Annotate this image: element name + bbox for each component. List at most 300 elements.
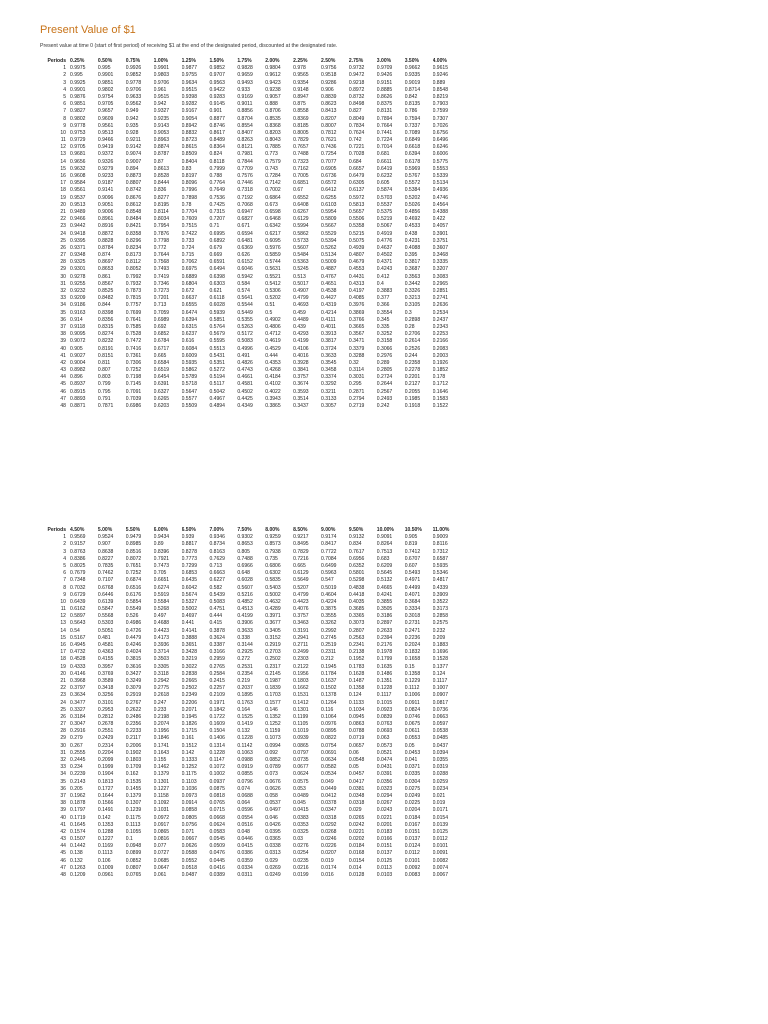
- value-cell: 0.2665: [181, 677, 197, 684]
- value-cell: 0.5939: [209, 309, 225, 316]
- value-cell: 0.9174: [321, 534, 337, 541]
- value-cell: 0.3888: [181, 634, 197, 641]
- value-cell: 0.6864: [265, 194, 281, 201]
- value-cell: 0.2037: [237, 685, 253, 692]
- value-cell: 0.0128: [348, 872, 365, 878]
- value-cell: 0.6474: [181, 309, 197, 316]
- value-cell: 0.3471: [348, 338, 365, 345]
- value-cell: 0.1227: [153, 785, 170, 792]
- value-cell: 0.4799: [293, 591, 309, 598]
- value-cell: 0.3651: [181, 642, 197, 648]
- value-cell: 0.2767: [125, 699, 142, 706]
- value-cell: 0.9852: [125, 72, 142, 79]
- period-cell: 17: [60, 649, 66, 656]
- value-cell: 0.3365: [348, 613, 365, 620]
- value-cell: 0.4907: [293, 288, 309, 294]
- value-cell: 0.7005: [293, 173, 309, 179]
- value-cell: 0.2356: [125, 721, 142, 728]
- value-cell: 0.5718: [181, 381, 197, 388]
- value-cell: 0.1: [125, 836, 133, 843]
- value-cell: 0.3418: [97, 685, 114, 692]
- value-cell: 0.6874: [125, 577, 142, 584]
- value-cell: 0.7207: [209, 216, 225, 223]
- value-cell: 0.8131: [376, 108, 393, 115]
- value-cell: 0.9877: [181, 65, 197, 72]
- value-cell: 0.9143: [153, 122, 170, 129]
- value-cell: 0.0634: [321, 757, 337, 763]
- value-cell: 0.4431: [348, 273, 365, 280]
- value-cell: 0.1352: [265, 713, 281, 720]
- value-cell: 0.3901: [432, 230, 449, 237]
- value-cell: 0.132: [237, 728, 250, 735]
- value-cell: 0.9282: [181, 101, 197, 108]
- value-cell: 0.4679: [348, 259, 365, 266]
- value-cell: 0.1609: [209, 721, 225, 728]
- value-cell: 0.995: [70, 72, 83, 79]
- value-cell: 0.4637: [376, 244, 393, 251]
- value-cell: 0.7992: [125, 273, 142, 280]
- period-cell: 26: [60, 244, 66, 251]
- value-cell: 0.54: [70, 627, 80, 634]
- value-cell: 0.3554: [376, 309, 393, 316]
- value-cell: 0.164: [237, 706, 250, 713]
- value-cell: 0.8828: [97, 237, 114, 244]
- value-cell: 0.2567: [376, 388, 393, 395]
- value-cell: 0.4427: [321, 295, 337, 302]
- value-cell: 0.1952: [348, 656, 365, 663]
- value-cell: 0.1113: [97, 850, 113, 857]
- value-cell: 0.3118: [153, 670, 169, 677]
- value-cell: 0.2253: [432, 331, 449, 338]
- value-cell: 0.6496: [432, 137, 449, 144]
- value-cell: 0.8173: [125, 252, 142, 259]
- value-cell: 0.3073: [348, 620, 365, 627]
- period-cell: 15: [60, 165, 66, 172]
- value-cell: 0.9778: [70, 122, 86, 129]
- value-cell: 0.692: [153, 323, 167, 330]
- period-cell: 23: [60, 223, 66, 230]
- value-cell: 0.4022: [265, 388, 281, 395]
- table-row: [40, 786, 460, 793]
- period-cell: 18: [60, 187, 66, 194]
- value-cell: 0.0534: [321, 771, 337, 778]
- value-cell: 0.5134: [321, 252, 337, 259]
- value-cell: 0.3326: [404, 288, 421, 294]
- value-cell: 0.3724: [321, 345, 337, 352]
- table-row: [40, 259, 460, 266]
- value-cell: 0.795: [97, 388, 111, 395]
- value-cell: 0.4339: [432, 584, 449, 591]
- value-cell: 0.5272: [209, 367, 225, 374]
- value-cell: 0.5595: [209, 338, 225, 345]
- rate-header: 3.00%: [376, 58, 392, 64]
- value-cell: 0.2838: [181, 670, 197, 677]
- value-cell: 0.2349: [181, 692, 197, 699]
- value-cell: 0.5897: [70, 613, 86, 620]
- value-cell: 0.819: [404, 541, 418, 548]
- value-cell: 0.905: [70, 345, 83, 352]
- value-cell: 0.8742: [125, 187, 142, 194]
- value-cell: 0.8413: [321, 108, 337, 115]
- value-cell: 0.2898: [404, 316, 421, 323]
- value-cell: 0.7077: [321, 158, 337, 165]
- value-cell: 0.995: [97, 65, 111, 72]
- value-cell: 0.1378: [321, 692, 337, 699]
- value-cell: 0.2358: [404, 359, 421, 366]
- value-cell: 0.7084: [321, 555, 337, 562]
- period-cell: 2: [63, 541, 66, 548]
- period-cell: 34: [60, 302, 66, 309]
- value-cell: 0.811: [97, 359, 111, 366]
- period-cell: 19: [60, 194, 66, 201]
- value-cell: 0.1487: [348, 677, 365, 684]
- value-cell: 0.9442: [70, 223, 86, 230]
- value-cell: 0.4529: [265, 345, 281, 352]
- value-cell: 0.8421: [125, 223, 142, 230]
- value-cell: 0.7536: [209, 194, 225, 201]
- value-cell: 0.1419: [237, 721, 253, 728]
- pv-table-1: [40, 58, 460, 410]
- value-cell: 0.491: [237, 352, 250, 359]
- value-cell: 0.1307: [125, 800, 142, 807]
- table-row: [40, 764, 460, 771]
- value-cell: 0.0125: [432, 828, 449, 835]
- value-cell: 0.0184: [404, 814, 421, 821]
- table-row: [40, 266, 460, 273]
- value-cell: 0.0313: [265, 850, 281, 857]
- table-row: [40, 865, 460, 872]
- value-cell: 0.7709: [237, 165, 253, 172]
- period-cell: 3: [63, 548, 66, 555]
- value-cell: 0.3855: [376, 598, 393, 605]
- value-cell: 0.7815: [125, 295, 142, 302]
- value-cell: 0.9518: [321, 72, 337, 79]
- period-cell: 36: [60, 785, 66, 792]
- value-cell: 0.842: [404, 93, 418, 100]
- value-cell: 0.7629: [209, 555, 225, 562]
- value-cell: 0.5306: [265, 288, 281, 294]
- value-cell: 0.0485: [432, 735, 449, 742]
- value-cell: 0.5067: [376, 223, 393, 230]
- value-cell: 0.5969: [404, 165, 421, 172]
- value-cell: 0.4173: [153, 634, 170, 641]
- value-cell: 0.3387: [209, 642, 225, 648]
- value-cell: 0.1031: [153, 807, 170, 814]
- value-cell: 0.2871: [348, 388, 365, 395]
- value-cell: 0.0267: [376, 800, 393, 807]
- value-cell: 0.8885: [376, 86, 393, 93]
- value-cell: 0.3633: [321, 352, 337, 359]
- value-cell: 0.9255: [70, 280, 86, 287]
- value-cell: 0.2145: [265, 670, 281, 677]
- value-cell: 0.2143: [70, 778, 86, 785]
- value-cell: 0.1117: [376, 692, 392, 699]
- value-cell: 0.2959: [209, 656, 225, 663]
- value-cell: 0.9705: [97, 101, 114, 108]
- value-cell: 0.8832: [181, 129, 197, 136]
- table-row: [40, 331, 460, 338]
- table-row: [40, 367, 460, 374]
- rate-header: 10.50%: [404, 527, 422, 533]
- value-cell: 0.4199: [237, 613, 253, 620]
- value-cell: 0.0663: [432, 713, 449, 720]
- value-cell: 0.1063: [237, 749, 253, 756]
- value-cell: 0.4799: [293, 295, 309, 302]
- value-cell: 0.8554: [237, 122, 253, 129]
- value-cell: 0.4243: [376, 266, 393, 273]
- value-cell: 0.8232: [97, 338, 114, 345]
- value-cell: 0.4388: [432, 208, 449, 215]
- value-cell: 0.8195: [153, 201, 170, 208]
- value-cell: 0.041: [404, 757, 418, 763]
- value-cell: 0.7284: [265, 173, 281, 179]
- value-cell: 0.5355: [237, 316, 253, 323]
- value-cell: 0.6618: [404, 144, 421, 151]
- value-cell: 0.6852: [153, 331, 170, 338]
- value-cell: 0.0807: [125, 864, 142, 871]
- value-cell: 0.1522: [432, 403, 449, 409]
- table-row: [40, 80, 460, 87]
- value-cell: 0.0685: [153, 857, 170, 864]
- value-cell: 0.5167: [70, 634, 86, 641]
- value-cell: 0.0221: [348, 828, 365, 835]
- value-cell: 0.7312: [432, 548, 449, 555]
- value-cell: 0.2711: [293, 642, 309, 648]
- value-cell: 0.3909: [432, 591, 449, 598]
- value-cell: 0.0371: [404, 764, 421, 771]
- value-cell: 0.6657: [348, 165, 365, 172]
- header-row: [40, 527, 460, 534]
- value-cell: 0.5607: [293, 244, 309, 251]
- value-cell: 0.906: [321, 86, 334, 93]
- value-cell: 0.679: [209, 244, 223, 251]
- value-cell: 0.582: [209, 584, 223, 591]
- value-cell: 0.5484: [293, 252, 309, 259]
- value-cell: 0.7704: [181, 208, 197, 215]
- value-cell: 0.0292: [321, 821, 337, 828]
- value-cell: 0.0923: [376, 706, 393, 713]
- value-cell: 0.0348: [348, 792, 365, 799]
- value-cell: 0.0917: [153, 821, 170, 828]
- value-cell: 0.2563: [348, 634, 365, 641]
- value-cell: 0.5339: [432, 173, 449, 179]
- value-cell: 0.8034: [153, 216, 170, 223]
- value-cell: 0.8942: [181, 122, 197, 129]
- value-cell: 0.1703: [265, 692, 281, 699]
- value-cell: 0.1175: [181, 771, 197, 778]
- value-cell: 0.9662: [404, 65, 421, 72]
- value-cell: 0.5733: [293, 237, 309, 244]
- value-cell: 0.8893: [70, 395, 86, 402]
- value-cell: 0.2445: [70, 757, 86, 763]
- period-cell: 41: [60, 352, 66, 359]
- value-cell: 0.6989: [153, 316, 170, 323]
- value-cell: 0.3563: [404, 273, 421, 280]
- period-cell: 14: [60, 158, 66, 165]
- value-cell: 0.942: [125, 115, 139, 122]
- value-cell: 0.0417: [348, 778, 365, 785]
- value-cell: 0.0855: [237, 771, 253, 778]
- value-cell: 0.9019: [404, 79, 421, 86]
- value-cell: 0.1288: [97, 828, 114, 835]
- value-cell: 0.713: [153, 302, 167, 309]
- value-cell: 0.0389: [209, 872, 225, 878]
- table-row: [40, 822, 460, 829]
- value-cell: 0.3751: [432, 237, 449, 244]
- value-cell: 0.8985: [125, 541, 142, 548]
- value-cell: 0.3428: [181, 649, 197, 656]
- table-row: [40, 707, 460, 714]
- value-cell: 0.3634: [70, 692, 86, 699]
- value-cell: 0.1133: [348, 699, 364, 706]
- value-cell: 0.1803: [125, 757, 142, 763]
- value-cell: 0.3186: [376, 613, 393, 620]
- value-cell: 0.4712: [265, 331, 281, 338]
- value-cell: 0.4838: [348, 584, 365, 591]
- value-cell: 0.5809: [321, 216, 337, 223]
- value-cell: 0.3437: [293, 403, 309, 409]
- value-cell: 0.0973: [181, 792, 197, 799]
- value-cell: 0.9027: [70, 352, 86, 359]
- value-cell: 0.3458: [321, 367, 337, 374]
- value-cell: 0.0083: [404, 872, 421, 878]
- value-cell: 0.4817: [432, 577, 449, 584]
- table-row: [40, 353, 460, 360]
- value-cell: 0.5801: [348, 570, 365, 577]
- value-cell: 0.0246: [321, 836, 337, 843]
- value-cell: 0.6591: [209, 259, 225, 266]
- value-cell: 0.9901: [153, 65, 170, 72]
- value-cell: 0.5549: [125, 606, 142, 613]
- value-cell: 0.8653: [237, 541, 253, 548]
- value-cell: 0.626: [237, 252, 250, 259]
- value-cell: 0.669: [209, 252, 223, 259]
- value-cell: 0.5026: [404, 201, 421, 208]
- value-cell: 0.4688: [153, 620, 170, 627]
- value-cell: 0.0939: [293, 735, 309, 742]
- value-cell: 0.5851: [209, 316, 225, 323]
- value-cell: 0.2724: [376, 374, 393, 381]
- value-cell: 0.3256: [97, 692, 114, 699]
- value-cell: 0.2678: [97, 721, 114, 728]
- value-cell: 0.1926: [432, 359, 449, 366]
- value-cell: 0.0736: [432, 706, 449, 713]
- value-cell: 0.03: [293, 836, 303, 843]
- value-cell: 0.4057: [432, 223, 449, 230]
- period-cell: 2: [63, 72, 66, 79]
- value-cell: 0.1252: [181, 764, 197, 771]
- value-cell: 0.8278: [181, 548, 197, 555]
- value-cell: 0.2706: [404, 331, 421, 338]
- value-cell: 0.8489: [209, 137, 225, 144]
- value-cell: 0.0242: [348, 821, 365, 828]
- value-cell: 0.1712: [432, 381, 449, 388]
- value-cell: 0.8528: [153, 173, 170, 179]
- value-cell: 0.3334: [404, 606, 421, 613]
- value-cell: 0.106: [97, 857, 111, 864]
- value-cell: 0.9095: [70, 331, 86, 338]
- value-cell: 0.4423: [153, 627, 170, 634]
- value-cell: 0.6342: [265, 223, 281, 230]
- page-subtitle: Present value at time 0 (start of first period) of receiving $1 at the end of the designated period, discounted at the designated rate.: [40, 43, 338, 49]
- value-cell: 0.6255: [321, 194, 337, 201]
- value-cell: 0.1715: [181, 728, 197, 735]
- rate-header: 2.00%: [265, 58, 280, 64]
- value-cell: 0.7252: [125, 570, 142, 577]
- value-cell: 0.146: [265, 706, 278, 713]
- value-cell: 0.7107: [97, 577, 114, 584]
- value-cell: 0.8784: [97, 244, 114, 251]
- value-cell: 0.7679: [70, 570, 86, 577]
- value-cell: 0.3249: [125, 677, 142, 684]
- value-cell: 0.0386: [237, 850, 253, 857]
- value-cell: 0.3207: [432, 266, 449, 273]
- table-row: [40, 721, 460, 728]
- value-cell: 0.6552: [293, 194, 309, 201]
- value-cell: 0.4856: [404, 208, 421, 215]
- value-cell: 0.7871: [97, 403, 114, 409]
- value-cell: 0.267: [70, 742, 83, 749]
- table-row: [40, 815, 460, 822]
- value-cell: 0.295: [348, 381, 362, 388]
- rate-header: 9.50%: [348, 527, 364, 533]
- value-cell: 0.5363: [293, 259, 309, 266]
- value-cell: 0.2486: [125, 713, 142, 720]
- value-cell: 0.805: [237, 548, 250, 555]
- value-cell: 0.7446: [237, 180, 253, 187]
- value-cell: 0.2138: [348, 649, 365, 656]
- value-cell: 0.9852: [209, 65, 225, 72]
- rate-header: 2.25%: [293, 58, 308, 64]
- value-cell: 0.3327: [70, 706, 86, 713]
- value-cell: 0.7513: [376, 548, 393, 555]
- period-cell: 39: [60, 338, 66, 345]
- value-cell: 0.961: [153, 86, 167, 93]
- value-cell: 0.8482: [97, 295, 114, 302]
- value-cell: 0.1504: [209, 728, 225, 735]
- value-cell: 0.5775: [432, 158, 449, 165]
- value-cell: 0.1442: [70, 843, 86, 850]
- value-cell: 0.9729: [70, 137, 86, 144]
- period-cell: 48: [60, 872, 66, 878]
- value-cell: 0.665: [293, 562, 306, 569]
- value-cell: 0.71: [209, 223, 220, 230]
- value-cell: 0.0445: [209, 857, 225, 864]
- value-cell: 0.1637: [321, 677, 337, 684]
- value-cell: 0.0325: [293, 828, 309, 835]
- value-cell: 0.048: [237, 828, 250, 835]
- period-cell: 21: [60, 208, 66, 215]
- value-cell: 0.1301: [293, 706, 309, 713]
- value-cell: 0.1092: [153, 800, 170, 807]
- value-cell: 0.3913: [321, 331, 337, 338]
- value-cell: 0.0174: [321, 864, 337, 871]
- value-cell: 0.8638: [97, 548, 114, 555]
- value-cell: 0.6209: [376, 562, 393, 569]
- value-cell: 0.8364: [209, 144, 225, 151]
- value-cell: 0.8961: [97, 216, 114, 223]
- value-cell: 0.5859: [265, 252, 281, 259]
- value-cell: 0.1007: [432, 685, 449, 692]
- value-cell: 0.3616: [125, 663, 142, 670]
- value-cell: 0.1358: [348, 685, 365, 692]
- value-cell: 0.8873: [125, 173, 142, 179]
- value-cell: 0.89: [153, 541, 164, 548]
- value-cell: 0.7938: [265, 548, 281, 555]
- value-cell: 0.7493: [153, 266, 170, 273]
- value-cell: 0.6118: [209, 295, 225, 302]
- period-cell: 28: [60, 728, 66, 735]
